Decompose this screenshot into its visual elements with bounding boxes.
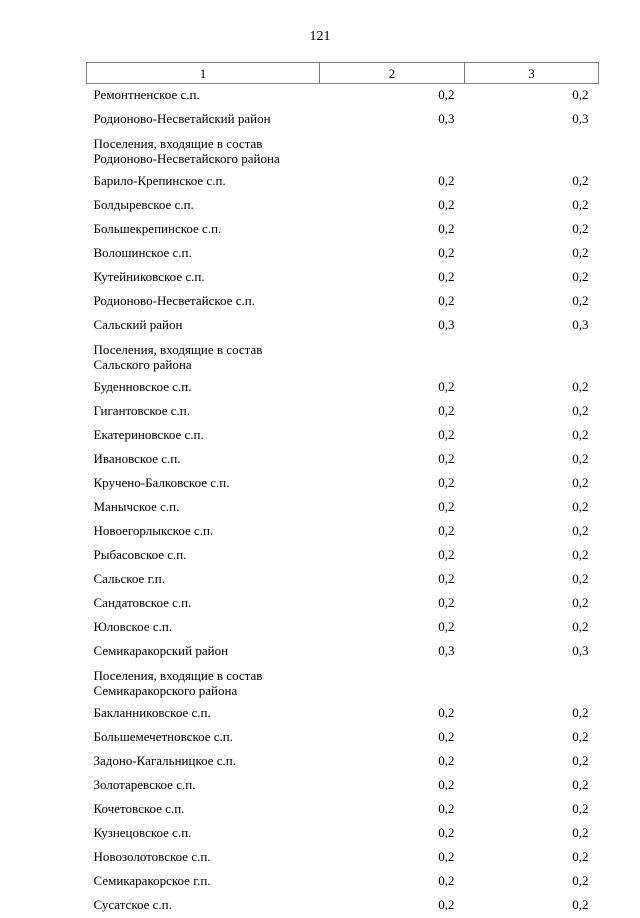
table-row bbox=[87, 640, 599, 664]
settlement-name: Родионово-Несветайское с.п. bbox=[87, 290, 320, 314]
settlement-name: Кутейниковское с.п. bbox=[87, 266, 320, 290]
settlement-name: Новоегорлыкское с.п. bbox=[87, 520, 320, 544]
value-column-3: 0,2 bbox=[465, 568, 599, 592]
table-row bbox=[87, 194, 599, 218]
value-column-2: 0,2 bbox=[320, 496, 465, 520]
settlement-name: Поселения, входящие в состав Семикаракорского района bbox=[87, 664, 320, 702]
value-column-2: 0,2 bbox=[320, 218, 465, 242]
settlement-name: Волошинское с.п. bbox=[87, 242, 320, 266]
value-column-2: 0,2 bbox=[320, 726, 465, 750]
value-column-2 bbox=[320, 664, 465, 702]
value-column-3 bbox=[465, 132, 599, 170]
table-row bbox=[87, 664, 599, 702]
table-row bbox=[87, 870, 599, 894]
value-column-3: 0,2 bbox=[465, 822, 599, 846]
table-row bbox=[87, 170, 599, 194]
column-header-3: 3 bbox=[465, 63, 599, 84]
page-number: 121 bbox=[0, 28, 640, 46]
settlement-name: Кочетовское с.п. bbox=[87, 798, 320, 822]
table-row bbox=[87, 132, 599, 170]
value-column-3: 0,2 bbox=[465, 194, 599, 218]
settlement-name: Гигантовское с.п. bbox=[87, 400, 320, 424]
table-row bbox=[87, 242, 599, 266]
table-row bbox=[87, 108, 599, 132]
value-column-3: 0,2 bbox=[465, 544, 599, 568]
value-column-2 bbox=[320, 132, 465, 170]
value-column-2: 0,2 bbox=[320, 84, 465, 109]
settlement-name: Юловское с.п. bbox=[87, 616, 320, 640]
table-row bbox=[87, 472, 599, 496]
table-body bbox=[87, 84, 599, 918]
value-column-3: 0,2 bbox=[465, 290, 599, 314]
value-column-3: 0,2 bbox=[465, 448, 599, 472]
table-row bbox=[87, 266, 599, 290]
value-column-3: 0,2 bbox=[465, 84, 599, 109]
value-column-3: 0,2 bbox=[465, 870, 599, 894]
value-column-3: 0,2 bbox=[465, 170, 599, 194]
value-column-3: 0,2 bbox=[465, 798, 599, 822]
table-row bbox=[87, 218, 599, 242]
table-row bbox=[87, 616, 599, 640]
table-row bbox=[87, 520, 599, 544]
value-column-3: 0,2 bbox=[465, 750, 599, 774]
value-column-2: 0,2 bbox=[320, 616, 465, 640]
value-column-2: 0,2 bbox=[320, 702, 465, 726]
settlement-name: Барило-Крепинское с.п. bbox=[87, 170, 320, 194]
settlements-table bbox=[86, 62, 599, 918]
table-row bbox=[87, 448, 599, 472]
value-column-3: 0,2 bbox=[465, 520, 599, 544]
settlement-name: Семикаракорский район bbox=[87, 640, 320, 664]
value-column-2: 0,2 bbox=[320, 472, 465, 496]
table-row bbox=[87, 822, 599, 846]
settlement-name: Поселения, входящие в состав Сальского района bbox=[87, 338, 320, 376]
table-row bbox=[87, 400, 599, 424]
value-column-3: 0,2 bbox=[465, 702, 599, 726]
table-header-row bbox=[87, 63, 599, 84]
settlement-name: Ремонтненское с.п. bbox=[87, 84, 320, 109]
value-column-2: 0,2 bbox=[320, 750, 465, 774]
value-column-2: 0,2 bbox=[320, 266, 465, 290]
settlement-name: Кручено-Балковское с.п. bbox=[87, 472, 320, 496]
settlement-name: Екатериновское с.п. bbox=[87, 424, 320, 448]
value-column-3: 0,2 bbox=[465, 592, 599, 616]
settlement-name: Сандатовское с.п. bbox=[87, 592, 320, 616]
table-row bbox=[87, 496, 599, 520]
value-column-2: 0,2 bbox=[320, 846, 465, 870]
table-row bbox=[87, 376, 599, 400]
value-column-2: 0,2 bbox=[320, 242, 465, 266]
value-column-2: 0,2 bbox=[320, 544, 465, 568]
value-column-2: 0,2 bbox=[320, 170, 465, 194]
settlement-name: Ивановское с.п. bbox=[87, 448, 320, 472]
settlement-name: Сальское г.п. bbox=[87, 568, 320, 592]
settlement-name: Поселения, входящие в состав Родионово-Несветайского района bbox=[87, 132, 320, 170]
table-row bbox=[87, 846, 599, 870]
value-column-2: 0,2 bbox=[320, 592, 465, 616]
settlement-name: Болдыревское с.п. bbox=[87, 194, 320, 218]
value-column-3: 0,2 bbox=[465, 846, 599, 870]
settlement-name: Новозолотовское с.п. bbox=[87, 846, 320, 870]
value-column-3: 0,2 bbox=[465, 218, 599, 242]
value-column-2: 0,3 bbox=[320, 108, 465, 132]
value-column-2 bbox=[320, 338, 465, 376]
value-column-2: 0,2 bbox=[320, 822, 465, 846]
value-column-3: 0,2 bbox=[465, 400, 599, 424]
value-column-2: 0,2 bbox=[320, 798, 465, 822]
settlement-name: Задоно-Кагальницкое с.п. bbox=[87, 750, 320, 774]
table-row bbox=[87, 774, 599, 798]
value-column-2: 0,2 bbox=[320, 894, 465, 918]
settlement-name: Бакланниковское с.п. bbox=[87, 702, 320, 726]
value-column-3: 0,3 bbox=[465, 314, 599, 338]
table-row bbox=[87, 314, 599, 338]
table-row bbox=[87, 338, 599, 376]
value-column-3: 0,2 bbox=[465, 266, 599, 290]
settlement-name: Рыбасовское с.п. bbox=[87, 544, 320, 568]
value-column-3: 0,2 bbox=[465, 774, 599, 798]
value-column-2: 0,2 bbox=[320, 520, 465, 544]
settlement-name: Буденновское с.п. bbox=[87, 376, 320, 400]
value-column-2: 0,2 bbox=[320, 376, 465, 400]
value-column-2: 0,2 bbox=[320, 400, 465, 424]
settlement-name: Семикаракорское г.п. bbox=[87, 870, 320, 894]
value-column-2: 0,2 bbox=[320, 774, 465, 798]
settlement-name: Сальский район bbox=[87, 314, 320, 338]
column-header-1: 1 bbox=[87, 63, 320, 84]
table-row bbox=[87, 544, 599, 568]
table-row bbox=[87, 592, 599, 616]
value-column-3: 0,2 bbox=[465, 726, 599, 750]
table-row bbox=[87, 894, 599, 918]
value-column-3: 0,3 bbox=[465, 640, 599, 664]
settlement-name: Сусатское с.п. bbox=[87, 894, 320, 918]
value-column-2: 0,3 bbox=[320, 640, 465, 664]
value-column-3: 0,2 bbox=[465, 472, 599, 496]
value-column-2: 0,2 bbox=[320, 870, 465, 894]
settlement-name: Манычское с.п. bbox=[87, 496, 320, 520]
value-column-3: 0,2 bbox=[465, 242, 599, 266]
value-column-3: 0,2 bbox=[465, 376, 599, 400]
table-row bbox=[87, 290, 599, 314]
table-row bbox=[87, 798, 599, 822]
table-row bbox=[87, 702, 599, 726]
value-column-3: 0,3 bbox=[465, 108, 599, 132]
value-column-3: 0,2 bbox=[465, 616, 599, 640]
settlement-name: Большекрепинское с.п. bbox=[87, 218, 320, 242]
table-row bbox=[87, 84, 599, 109]
settlement-name: Большемечетновское с.п. bbox=[87, 726, 320, 750]
value-column-2: 0,2 bbox=[320, 194, 465, 218]
value-column-3: 0,2 bbox=[465, 894, 599, 918]
value-column-3 bbox=[465, 664, 599, 702]
table-row bbox=[87, 568, 599, 592]
value-column-3: 0,2 bbox=[465, 424, 599, 448]
value-column-2: 0,2 bbox=[320, 290, 465, 314]
value-column-3 bbox=[465, 338, 599, 376]
settlement-name: Золотаревское с.п. bbox=[87, 774, 320, 798]
table-row bbox=[87, 424, 599, 448]
table-row bbox=[87, 750, 599, 774]
settlement-name: Кузнецовское с.п. bbox=[87, 822, 320, 846]
value-column-2: 0,2 bbox=[320, 568, 465, 592]
value-column-2: 0,3 bbox=[320, 314, 465, 338]
settlement-name: Родионово-Несветайский район bbox=[87, 108, 320, 132]
column-header-2: 2 bbox=[320, 63, 465, 84]
value-column-2: 0,2 bbox=[320, 424, 465, 448]
table-row bbox=[87, 726, 599, 750]
value-column-2: 0,2 bbox=[320, 448, 465, 472]
value-column-3: 0,2 bbox=[465, 496, 599, 520]
